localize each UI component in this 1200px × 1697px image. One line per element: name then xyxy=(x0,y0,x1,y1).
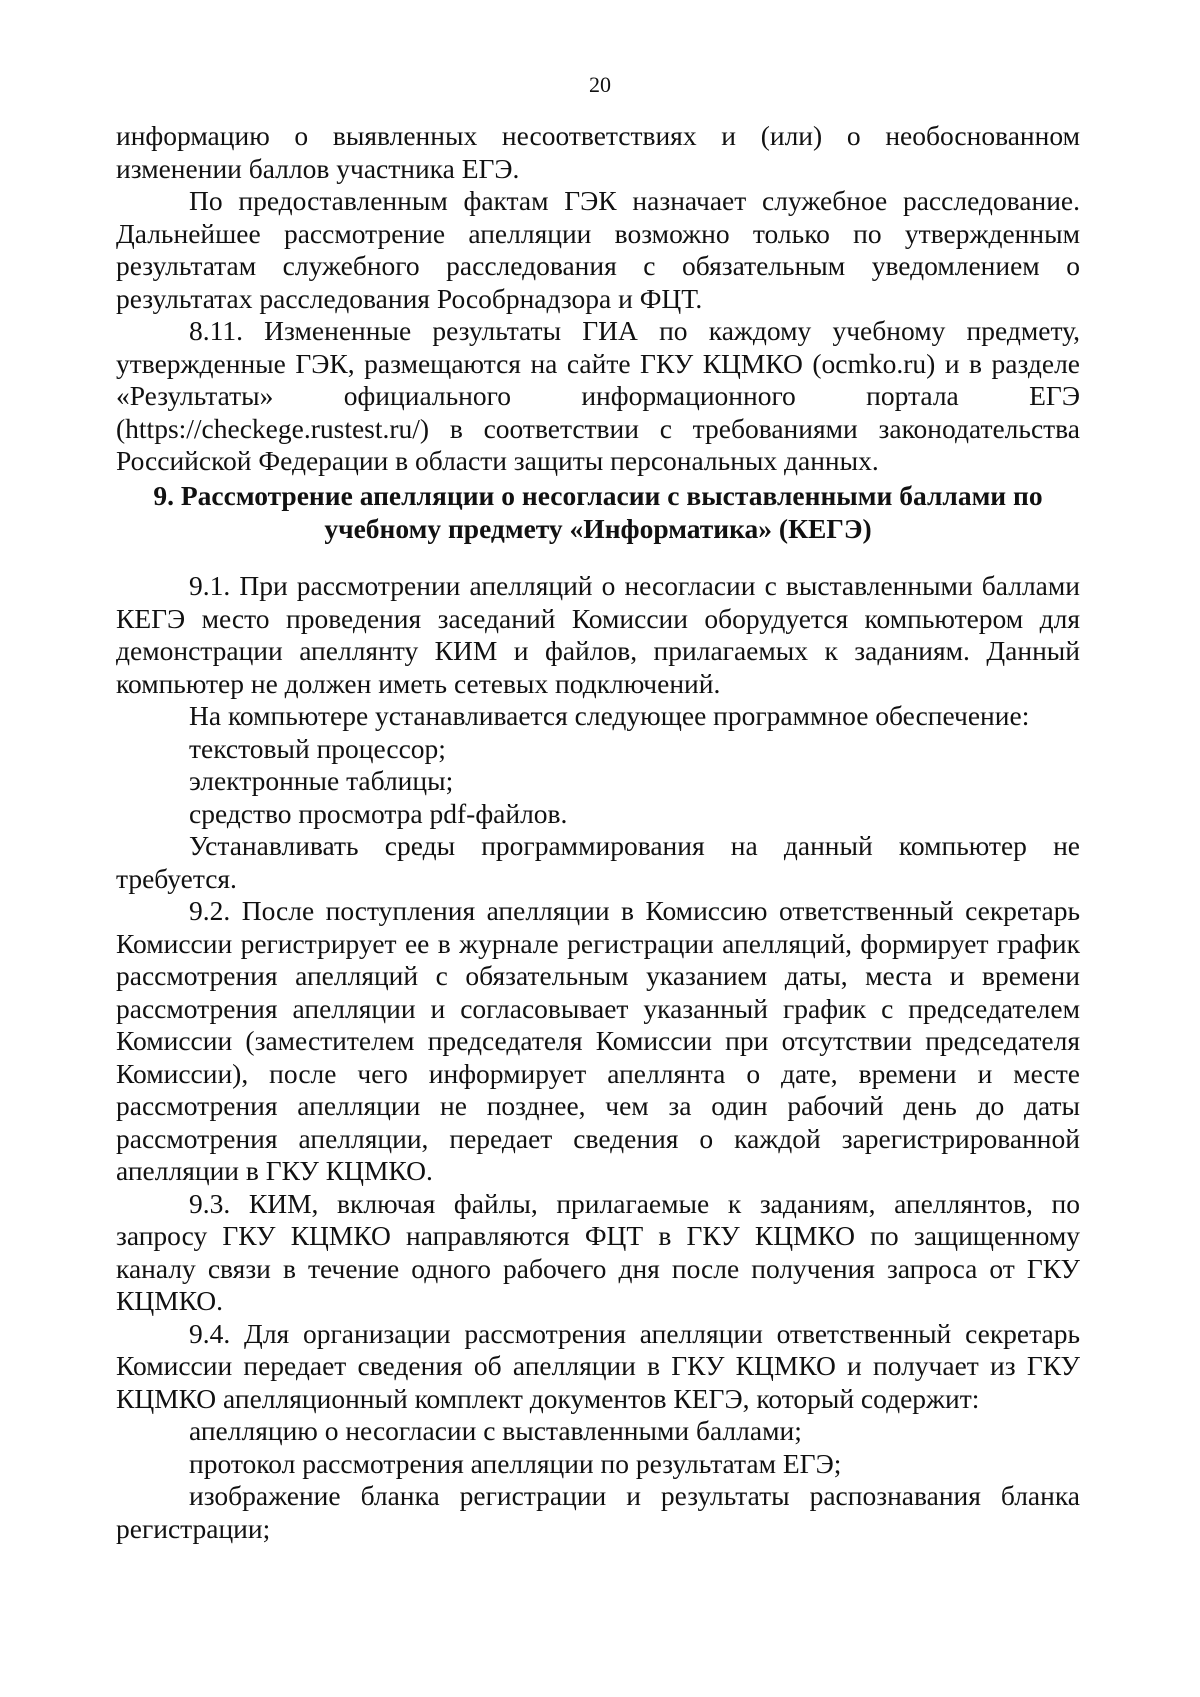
list-item: апелляцию о несогласии с выставленными баллами; xyxy=(189,1415,802,1446)
paragraph: Устанавливать среды программирования на данный компьютер не требуется. xyxy=(116,830,1080,894)
paragraph: На компьютере устанавливается следующее программное обеспечение: xyxy=(189,700,1030,731)
section-heading-line: 9. Рассмотрение апелляции о несогласии с выставленными баллами по xyxy=(153,480,1043,511)
paragraph: 9.1. При рассмотрении апелляций о несогласии с выставленными баллами КЕГЭ место проведения заседаний Комиссии оборудуется компьютером для демонстрации апеллянту КИМ и файлов, прилагаемых к заданиям. Данный компьютер не должен иметь сетевых подключений. xyxy=(116,570,1080,699)
paragraph: информацию о выявленных несоответствиях и (или) о необоснованном изменении баллов участника ЕГЭ. xyxy=(116,120,1080,184)
page-number: 20 xyxy=(589,72,611,97)
text-block-top xyxy=(116,120,1080,478)
paragraph: По предоставленным фактам ГЭК назначает служебное расследование. Дальнейшее рассмотрение апелляции возможно только по утвержденным результатам служебного расследования с обязательным уведомлением о результатах расследования Рособрнадзора и ФЦТ. xyxy=(116,185,1080,314)
list-item: изображение бланка регистрации и результаты распознавания бланка регистрации; xyxy=(116,1480,1080,1544)
paragraph: 8.11. Измененные результаты ГИА по каждому учебному предмету, утвержденные ГЭК, размещаются на сайте ГКУ КЦМКО (ocmko.ru) и в разделе «Результаты» официального информационного портала ЕГЭ (https://checkege.rustest.ru/) в соответствии с требованиями законодательства Российской Федерации в области защиты персональных данных. xyxy=(116,315,1080,476)
section-heading-line: учебному предмету «Информатика» (КЕГЭ) xyxy=(324,512,872,544)
paragraph: 9.2. После поступления апелляции в Комиссию ответственный секретарь Комиссии регистрирует ее в журнале регистрации апелляций, формирует график рассмотрения апелляций с обязательным указанием даты, места и времени рассмотрения апелляции и согласовывает указанный график с председателем Комиссии (заместителем председателя Комиссии при отсутствии председателя Комиссии), после чего информирует апеллянта о дате, времени и месте рассмотрения апелляции не позднее, чем за один рабочий день до даты рассмотрения апелляции, передает сведения о каждой зарегистрированной апелляции в ГКУ КЦМКО. xyxy=(116,895,1080,1186)
list-item: протокол рассмотрения апелляции по результатам ЕГЭ; xyxy=(189,1447,842,1479)
text-block-main xyxy=(116,570,1080,1545)
paragraph: 9.4. Для организации рассмотрения апелляции ответственный секретарь Комиссии передает сведения об апелляции в ГКУ КЦМКО и получает из ГКУ КЦМКО апелляционный комплект документов КЕГЭ, который содержит: xyxy=(116,1317,1080,1414)
paragraph: 9.3. КИМ, включая файлы, прилагаемые к заданиям, апеллянтов, по запросу ГКУ КЦМКО направляются ФЦТ в ГКУ КЦМКО по защищенному каналу связи в течение одного рабочего дня после получения запроса от ГКУ КЦМКО. xyxy=(116,1187,1080,1316)
section-heading xyxy=(116,480,1080,545)
list-item: средство просмотра pdf-файлов. xyxy=(189,797,568,829)
list-item: электронные таблицы; xyxy=(189,765,454,796)
list-item: текстовый процессор; xyxy=(189,732,446,764)
